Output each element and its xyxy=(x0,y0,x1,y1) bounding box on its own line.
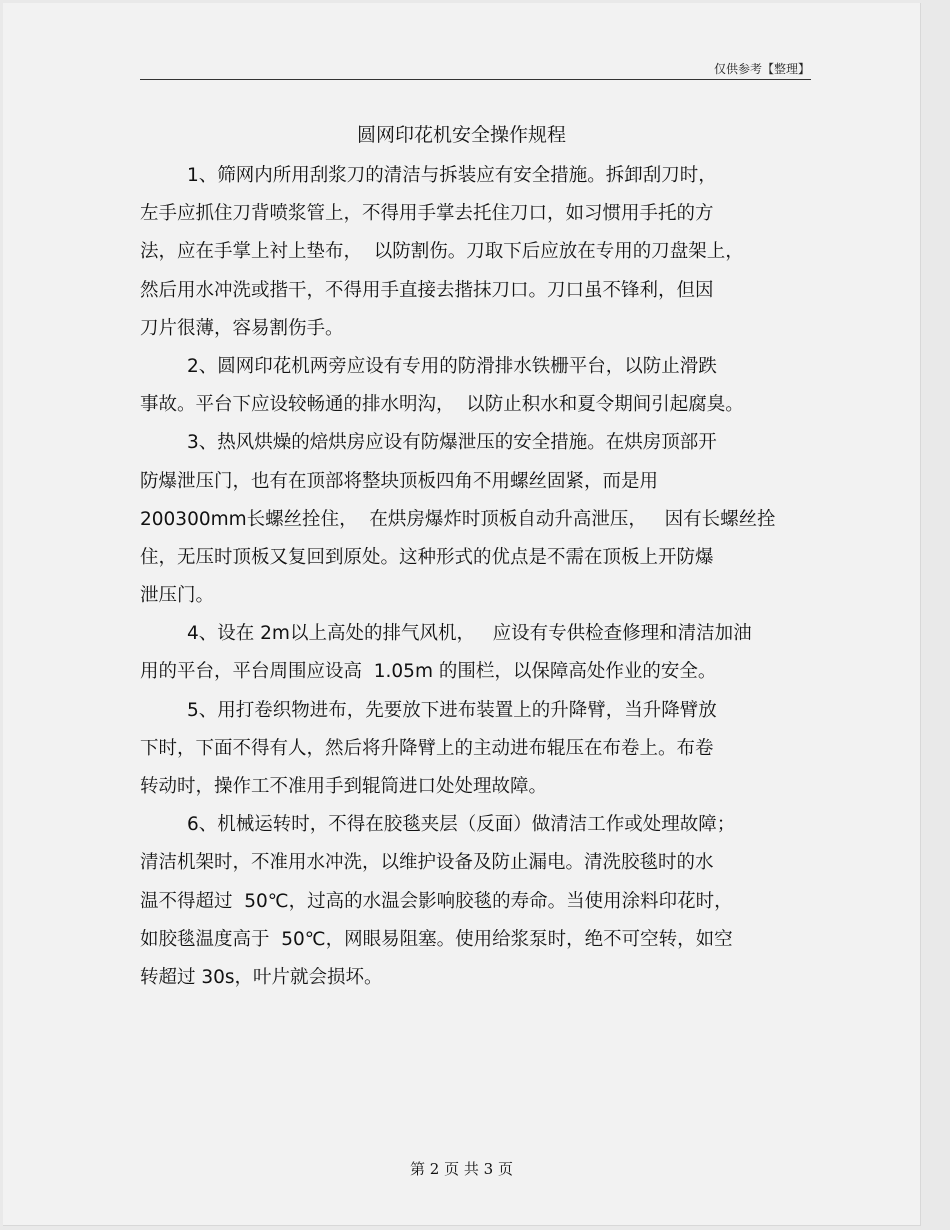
text-line: 住，无压时顶板又复回到原处。这种形式的优点是不需在顶板上开防爆 xyxy=(140,546,714,568)
text-line: 刀片很薄，容易割伤手。 xyxy=(140,317,344,339)
text-line: 法，应在手掌上衬上垫布， 以防割伤。刀取下后应放在专用的刀盘架上， xyxy=(140,241,744,263)
text-line: 3、热风烘燥的焙烘房应设有防爆泄压的安全措施。在烘房顶部开 xyxy=(187,432,717,454)
text-line: 1、筛网内所用刮浆刀的清洁与拆装应有安全措施。拆卸刮刀时， xyxy=(187,165,717,186)
document-title: 圆网印花机安全操作规程 xyxy=(356,124,566,146)
text-line: 泄压门。 xyxy=(140,585,215,607)
document-body xyxy=(140,157,820,997)
text-line: 用的平台，平台周围应设高 1.05m 的围栏，以保障高处作业的安全。 xyxy=(140,661,717,683)
text-line: 清洁机架时，不准用水冲洗，以维护设备及防止漏电。清洗胶毯时的水 xyxy=(140,852,714,874)
text-line: 4、设在 2m以上高处的排气风机， 应设有专供检查修理和清洁加油 xyxy=(187,623,752,645)
text-line: 然后用水冲洗或揩干，不得用手直接去揩抹刀口。刀口虽不锋利，但因 xyxy=(140,279,714,301)
text-line: 左手应抓住刀背喷浆管上，不得用手掌去托住刀口，如习惯用手托的方 xyxy=(140,203,714,225)
text-line: 如胶毯温度高于 50℃，网眼易阻塞。使用给浆泵时，绝不可空转，如空 xyxy=(140,928,733,950)
text-line: 事故。平台下应设较畅通的排水明沟， 以防止积水和夏令期间引起腐臭。 xyxy=(140,394,744,416)
header-divider xyxy=(140,79,811,80)
text-line: 6、机械运转时，不得在胶毯夹层（反面）做清洁工作或处理故障； xyxy=(187,814,736,836)
text-line: 下时，下面不得有人，然后将升降臂上的主动进布辊压在布卷上。布卷 xyxy=(140,737,714,759)
text-line: 转超过 30s，叶片就会损坏。 xyxy=(140,966,383,988)
text-line: 转动时，操作工不准用手到辊筒进口处处理故障。 xyxy=(140,776,548,797)
header-note: 仅供参考【整理】 xyxy=(713,62,810,76)
text-line: 5、用打卷织物进布，先要放下进布装置上的升降臂，当升降臂放 xyxy=(187,699,717,721)
page-footer: 第 2 页 共 3 页 xyxy=(410,1160,513,1178)
text-line: 200300mm长螺丝拴住， 在烘房爆炸时顶板自动升高泄压， 因有长螺丝拴 xyxy=(140,508,776,530)
document-page xyxy=(3,3,921,1226)
text-line: 2、圆网印花机两旁应设有专用的防滑排水铁栅平台，以防止滑跌 xyxy=(187,355,717,377)
text-line: 防爆泄压门，也有在顶部将整块顶板四角不用螺丝固紧，而是用 xyxy=(140,470,659,492)
text-line: 温不得超过 50℃，过高的水温会影响胶毯的寿命。当使用涂料印花时， xyxy=(140,890,733,912)
